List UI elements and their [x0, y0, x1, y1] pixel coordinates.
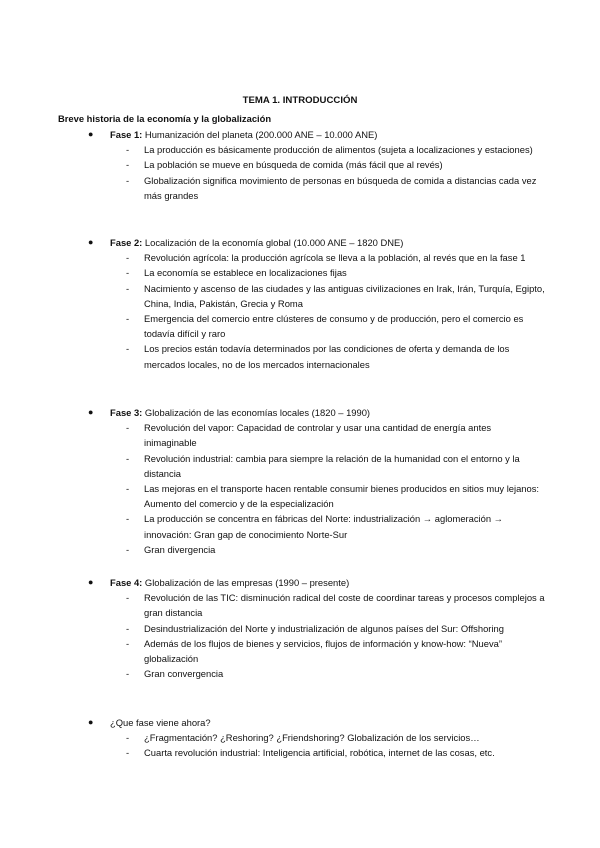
list-item [86, 420, 546, 450]
next-phase-section [86, 715, 546, 761]
phase-1-section [86, 127, 546, 203]
dash-icon: - [126, 747, 130, 759]
list-item [86, 250, 546, 265]
dash-icon: - [126, 637, 130, 649]
dash-icon: - [126, 159, 130, 171]
list-item-text: La economía se establece en localizaciones fijas [144, 267, 347, 279]
list-item-text: Cuarta revolución industrial: Inteligencia artificial, robótica, internet de las cosas, etc. [144, 747, 495, 759]
list-item [86, 636, 546, 666]
dash-icon: - [126, 452, 130, 464]
phase-heading [86, 235, 546, 250]
phase-heading [86, 715, 546, 730]
section-subtitle: Breve historia de la economía y la globalización [58, 113, 272, 124]
list-item-text: Los precios están todavía determinados por las condiciones de oferta y demanda de los mercados locales, no de los mercados internacionales [144, 343, 510, 370]
list-item [86, 542, 546, 557]
list-item [86, 745, 546, 760]
list-item [86, 281, 546, 311]
list-item [86, 173, 546, 203]
bullet-icon: ● [88, 129, 94, 139]
dash-icon: - [126, 592, 130, 604]
list-item [86, 511, 546, 541]
list-item-text: Revolución del vapor: Capacidad de controlar y usar una cantidad de energía antes inimaginable [144, 422, 492, 449]
list-item-text: Revolución agrícola: la producción agrícola se lleva a la población, al revés que en la fase 1 [144, 252, 526, 264]
list-item [86, 265, 546, 280]
phase-label: Fase 4: [110, 577, 143, 588]
list-item-text: Además de los flujos de bienes y servicios, flujos de información y know-how: “Nueva” globalización [144, 637, 502, 665]
phase-title: Globalización de las economías locales (1820 – 1990) [142, 407, 371, 418]
list-item [86, 157, 546, 172]
bullet-icon: ● [88, 407, 94, 417]
dash-icon: - [126, 483, 130, 495]
dash-icon: - [126, 732, 130, 744]
dash-icon: - [126, 343, 130, 355]
list-item-text: Revolución de las TIC: disminución radical del coste de coordinar tareas y procesos complejos a gran distancia [144, 592, 545, 619]
list-item-text: Gran convergencia [144, 668, 224, 680]
list-item [86, 590, 546, 620]
list-item-text: Nacimiento y ascenso de las ciudades y las antiguas civilizaciones en Irak, Irán, Turquía, Egipto, China, India, Pakistán, Grecia y Roma [144, 282, 545, 309]
phase-title: ¿Que fase viene ahora? [110, 717, 211, 728]
list-item [86, 311, 546, 341]
dash-icon: - [126, 267, 130, 279]
phase-title: Globalización de las empresas (1990 – presente) [142, 577, 350, 588]
list-item [86, 481, 546, 511]
list-item-text: Revolución industrial: cambia para siempre la relación de la humanidad con el entorno y la distancia [144, 452, 520, 479]
list-item [86, 341, 546, 371]
list-item-text: Gran divergencia [144, 543, 216, 555]
list-item-text: Emergencia del comercio entre clústeres de consumo y de producción, pero el comercio es todavía difícil y raro [144, 313, 524, 340]
dash-icon: - [126, 513, 130, 525]
dash-icon: - [126, 422, 130, 434]
phase-4-section [86, 575, 546, 681]
dash-icon: - [126, 282, 130, 294]
list-item-text: ¿Fragmentación? ¿Reshoring? ¿Friendshoring? Globalización de los servicios… [144, 732, 480, 744]
list-item [86, 730, 546, 745]
page-title: TEMA 1. INTRODUCCIÓN [242, 95, 358, 106]
list-item-text: La población se mueve en búsqueda de comida (más fácil que al revés) [144, 159, 443, 171]
list-item [86, 142, 546, 157]
list-item-text: La producción se concentra en fábricas del Norte: industrialización → aglomeración → innovación: Gran gap de conocimiento Norte-Sur [144, 513, 504, 540]
list-item [86, 666, 546, 681]
bullet-icon: ● [88, 237, 94, 247]
dash-icon: - [126, 174, 130, 186]
phase-title: Localización de la economía global (10.000 ANE – 1820 DNE) [142, 237, 404, 248]
phase-heading [86, 405, 546, 420]
list-item [86, 451, 546, 481]
list-item-text: Las mejoras en el transporte hacen rentable consumir bienes producidos en sitios muy lejanos: Aumento del comercio y de la especialización [144, 483, 540, 510]
phase-label: Fase 1: [110, 129, 143, 140]
phase-heading [86, 575, 546, 590]
bullet-icon: ● [88, 577, 94, 587]
dash-icon: - [126, 313, 130, 325]
dash-icon: - [126, 252, 130, 264]
list-item [86, 621, 546, 636]
phase-label: Fase 2: [110, 237, 143, 248]
list-item-text: Globalización significa movimiento de personas en búsqueda de comida a distancias cada vez más grandes [144, 174, 537, 201]
dash-icon: - [126, 543, 130, 555]
list-item-text: La producción es básicamente producción de alimentos (sujeta a localizaciones y estaciones) [144, 144, 533, 156]
dash-icon: - [126, 668, 130, 680]
dash-icon: - [126, 622, 130, 634]
phase-label: Fase 3: [110, 407, 143, 418]
phase-2-section [86, 235, 546, 372]
phase-3-section [86, 405, 546, 557]
list-item-text: Desindustrialización del Norte y industrialización de algunos países del Sur: Offshoring [144, 622, 504, 634]
phase-title: Humanización del planeta (200.000 ANE – 10.000 ANE) [142, 129, 378, 140]
dash-icon: - [126, 144, 130, 156]
bullet-icon: ● [88, 717, 94, 727]
phase-heading [86, 127, 546, 142]
